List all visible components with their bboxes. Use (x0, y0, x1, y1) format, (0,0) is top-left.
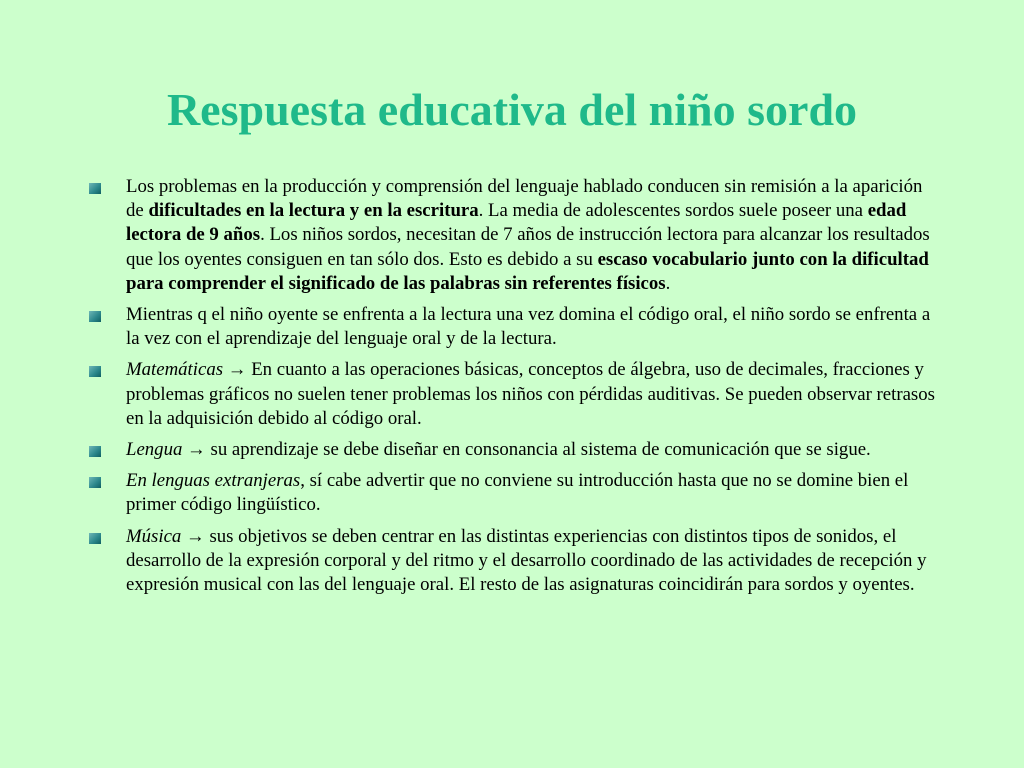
bullet-text (126, 469, 939, 517)
bullet-item-lengua (89, 438, 939, 462)
bullet-text (126, 175, 939, 296)
bullet-text (126, 303, 939, 351)
bullet-text (126, 525, 939, 598)
square-bullet-icon (89, 183, 101, 194)
bullet-text (126, 438, 939, 462)
square-bullet-icon (89, 366, 101, 377)
bullet-item-matematicas (89, 358, 939, 431)
subject-label: Matemáticas (126, 359, 224, 381)
text-run: . La media de adolescentes sordos suele poseer una (478, 200, 868, 222)
square-bullet-icon (89, 533, 101, 544)
subject-label: En lenguas extranjeras (126, 470, 301, 492)
subject-label: Lengua (126, 439, 183, 461)
subject-label: Música (126, 525, 182, 547)
text-run: Mientras q el niño oyente se enfrenta a la lectura una vez domina el código oral, el niño sordo se enfrenta a la vez con el aprendizaje del lenguaje oral y de la lectura. (126, 304, 931, 350)
bullet-text (126, 358, 939, 431)
slide-title: Respuesta educativa del niño sordo (166, 84, 858, 135)
square-bullet-icon (89, 446, 101, 457)
bullet-item-lectura-escritura (89, 175, 939, 296)
bold-text: dificultades en la lectura y en la escritura (148, 200, 479, 222)
text-run: , sí cabe advertir que no conviene su introducción hasta que no se domine bien el primer código lingüístico. (126, 470, 909, 516)
text-run: → su aprendizaje se debe diseñar en consonancia al sistema de comunicación que se sigue. (182, 439, 871, 461)
text-run: . Los niños sordos, necesitan de 7 años de instrucción lectora para alcanzar los resultados que los oyentes consiguen en tan sólo dos. Esto es debido a su (126, 224, 930, 270)
square-bullet-icon (89, 477, 101, 488)
bullet-item-musica (89, 525, 939, 598)
text-run: → En cuanto a las operaciones básicas, conceptos de álgebra, uso de decimales, fracciones y problemas gráficos no suelen tener problemas los niños con pérdidas auditivas. Se pueden observar retrasos en la adquisición debido al código oral. (126, 359, 935, 429)
bullet-item-nino-oyente (89, 303, 939, 351)
text-run: → sus objetivos se deben centrar en las distintas experiencias con distintos tipos de sonidos, el desarrollo de la expresión corporal y del ritmo y el desarrollo coordinado de las actividades de recepción y expresión musical con las del lenguaje oral. El resto de las asignaturas coincidirán para sordos y oyentes. (126, 525, 927, 596)
text-run: . (665, 272, 671, 294)
text-run: Los problemas en la producción y comprensión del lenguaje hablado conducen sin remisión a la aparición de (126, 176, 923, 222)
bullet-list (89, 175, 939, 604)
bold-text: edad lectora de 9 años (126, 200, 907, 246)
bold-text: escaso vocabulario junto con la dificultad para comprender el significado de las palabras sin referentes físicos (126, 248, 929, 294)
bullet-item-lenguas-extranjeras (89, 469, 939, 517)
square-bullet-icon (89, 311, 101, 322)
